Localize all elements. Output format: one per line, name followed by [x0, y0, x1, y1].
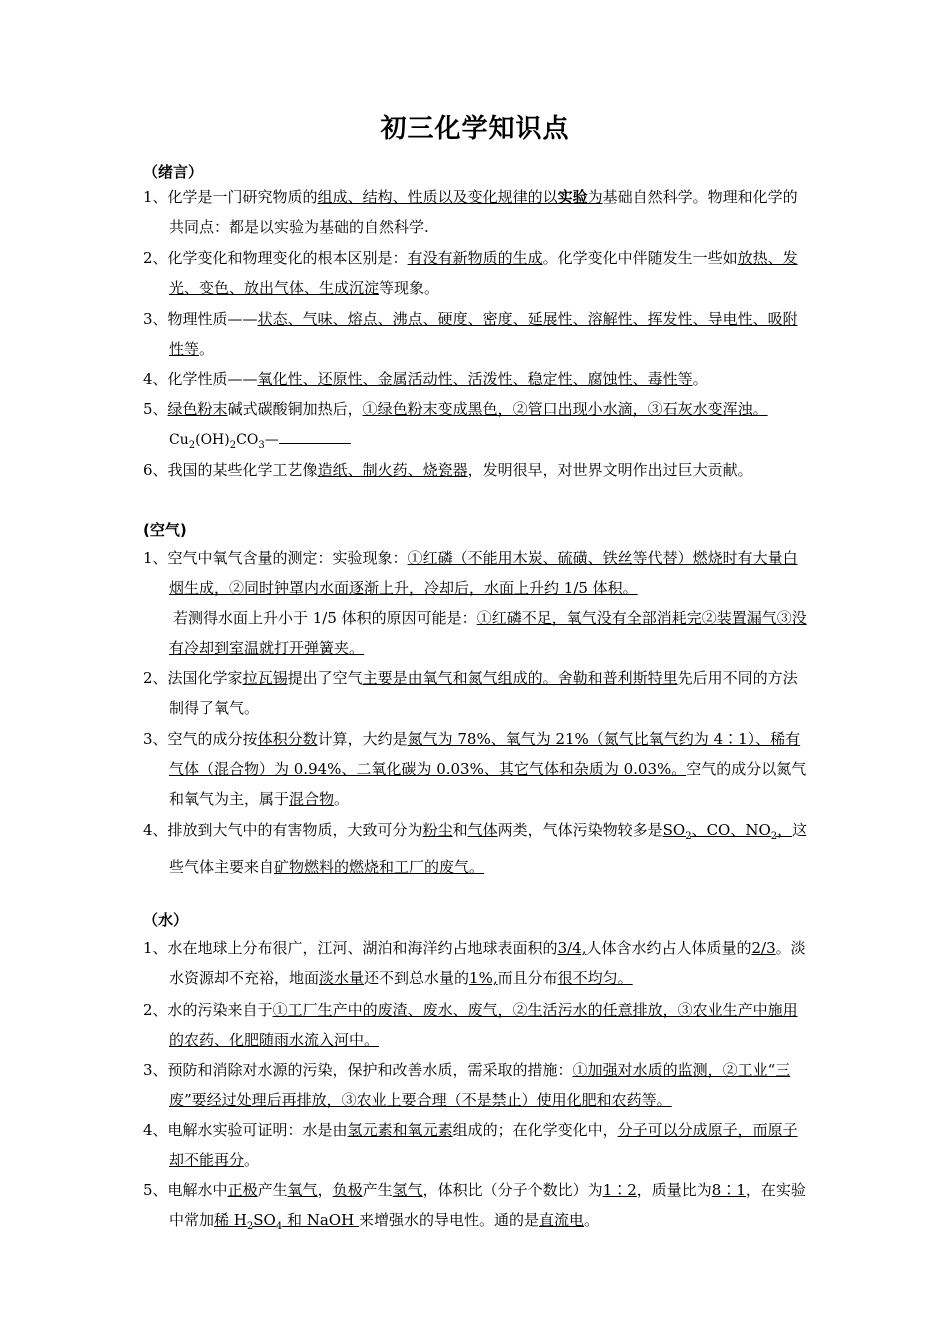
item-number: 5、	[143, 1181, 168, 1199]
list-item-air-4: 4、排放到大气中的有害物质，大致可分为粉尘和气体两类，气体污染物较多是$SO_2$、CO、$NO_2$，这些气体主要来自矿物燃料的燃烧和工厂的废气。	[143, 821, 808, 876]
list-item-air-1: 1、空气中氧气含量的测定：实验现象：①红磷（不能用木炭、硫磺、铁丝等代替）燃烧时有大量白烟生成，②同时钟罩内水面逐渐上升，冷却后，水面上升约 1/5 体积。 若测得水面上升小于 1/5 体积的原因可能是：①红磷不足，氧气没有全部消耗完②装置漏气③没有冷却到室温就打开弹簧夹。	[143, 549, 807, 657]
list-item-water-3: 3、预防和消除对水源的污染，保护和改善水质，需采取的措施：①加强对水质的监测，②工业“三废”要经过处理后再排放，③农业上要合理（不是禁止）使用化肥和农药等。	[143, 1061, 791, 1109]
list-item-intro-3: 3、物理性质——状态、气味、熔点、沸点、硬度、密度、延展性、溶解性、挥发性、导电性、吸附性等。	[143, 310, 798, 358]
list-item-intro-6: 6、我国的某些化学工艺像造纸、制火药、烧瓷器，发明很早，对世界文明作出过巨大贡献。	[143, 461, 753, 479]
item-number: 4、	[143, 1121, 168, 1139]
list-item-water-4: 4、电解水实验可证明：水是由氢元素和氧元素组成的；在化学变化中，分子可以分成原子，而原子却不能再分。	[143, 1121, 798, 1169]
item-number: 5、	[143, 400, 168, 418]
list-item-intro-4: 4、化学性质——氧化性、还原性、金属活动性、活泼性、稳定性、腐蚀性、毒性等。	[143, 370, 708, 388]
section-heading-intro: （绪言）	[143, 163, 204, 181]
item-number: 1、	[143, 549, 168, 567]
section-heading-air: (空气)	[143, 521, 187, 539]
formula: $Cu_2(OH)_2CO_3—$	[169, 432, 351, 448]
item-number: 3、	[143, 1061, 168, 1079]
item-number: 2、	[143, 249, 168, 267]
section-heading-water: （水）	[143, 911, 189, 929]
item-number: 2、	[143, 1001, 168, 1019]
item-number: 4、	[143, 821, 168, 839]
item-number: 1、	[143, 188, 168, 206]
item-number: 2、	[143, 669, 168, 687]
list-item-air-2: 2、法国化学家拉瓦锡提出了空气主要是由氧气和氮气组成的。舍勒和普利斯特里先后用不同的方法制得了氧气。	[143, 669, 798, 717]
list-item-intro-5: 5、绿色粉末碱式碳酸铜加热后，①绿色粉末变成黑色，②管口出现小水滴，③石灰水变浑浊。 $Cu_2(OH)_2CO_3—$	[143, 400, 768, 451]
item-number: 3、	[143, 730, 168, 748]
page-title: 初三化学知识点	[380, 114, 570, 144]
item-number: 6、	[143, 461, 168, 479]
list-item-water-2: 2、水的污染来自于①工厂生产中的废渣、废水、废气，②生活污水的任意排放，③农业生产中施用的农药、化肥随雨水流入河中。	[143, 1001, 798, 1049]
fill-in-blank	[279, 429, 351, 444]
item-number: 4、	[143, 370, 168, 388]
item-number: 3、	[143, 310, 168, 328]
list-item-air-3: 3、空气的成分按体积分数计算，大约是氮气为 78%、氧气为 21%（氮气比氧气约为 4∶1）、稀有气体（混合物）为 0.94%、二氧化碳为 0.03%、其它气体和杂质为 0.03%。空气的成分以氮气和氧气为主，属于混合物。	[143, 730, 807, 808]
list-item-intro-1: 1、化学是一门研究物质的组成、结构、性质以及变化规律的以实验为基础自然科学。物理和化学的共同点：都是以实验为基础的自然科学.	[143, 188, 798, 236]
list-item-water-1: 1、水在地球上分布很广，江河、湖泊和海洋约占地球表面积的3/4,人体含水约占人体质量的2/3。淡水资源却不充裕，地面淡水量还不到总水量的1%,而且分布很不均匀。	[143, 939, 806, 987]
list-item-intro-2: 2、化学变化和物理变化的根本区别是：有没有新物质的生成。化学变化中伴随发生一些如放热、发光、变色、放出气体、生成沉淀等现象。	[143, 249, 798, 297]
list-item-water-5: 5、电解水中正极产生氧气，负极产生氢气，体积比（分子个数比）为1∶2，质量比为8∶1，在实验中常加稀 $H_2SO_4$ 和 NaOH 来增强水的导电性。通的是直流电。	[143, 1181, 806, 1232]
item-number: 1、	[143, 939, 168, 957]
